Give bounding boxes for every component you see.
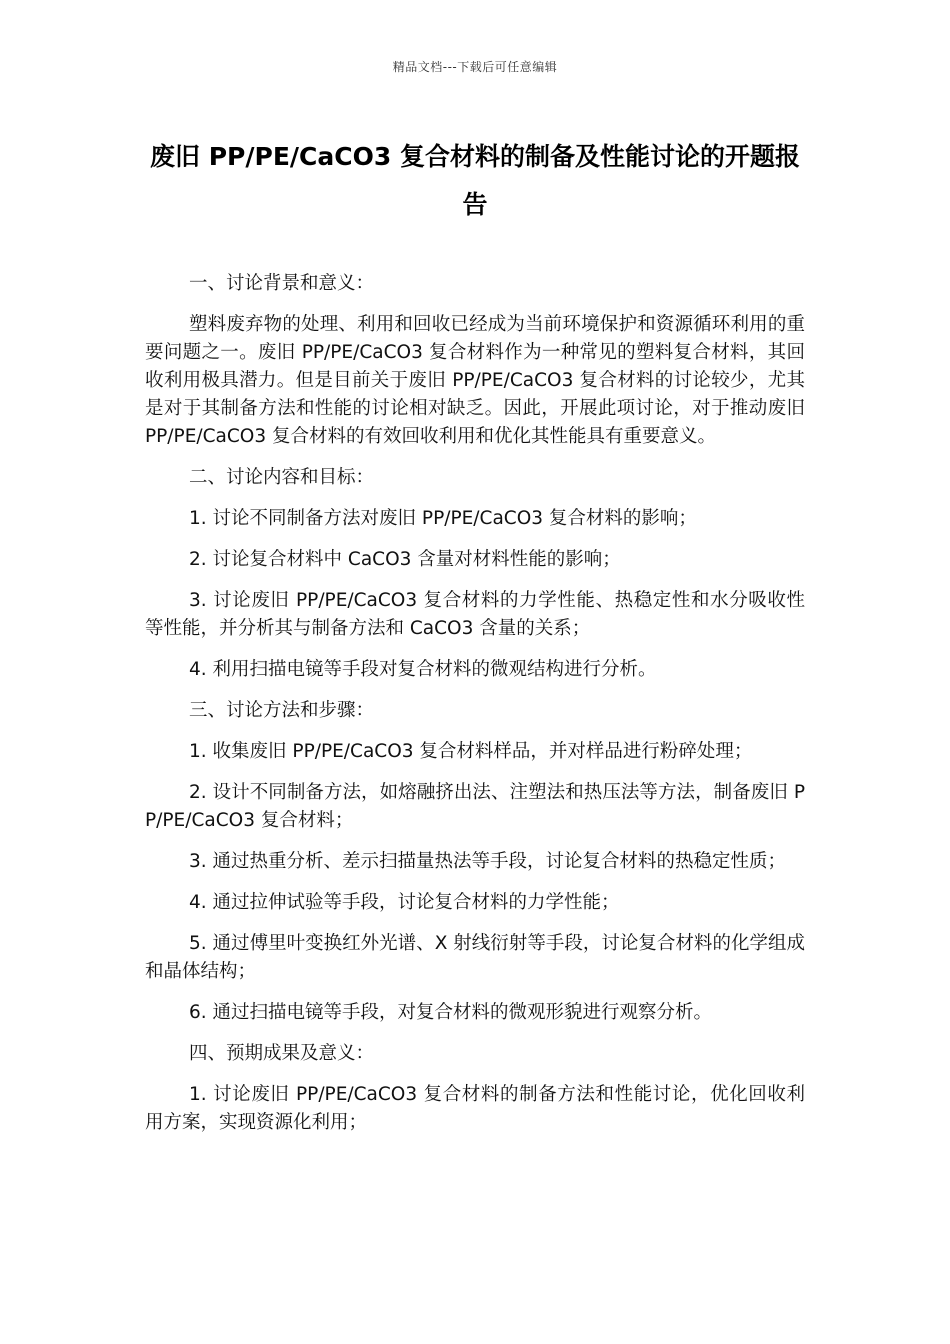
list-item-method-3: 3. 通过热重分析、差示扫描量热法等手段，讨论复合材料的热稳定性质； xyxy=(189,851,787,872)
section-heading-outcomes: 四、预期成果及意义： xyxy=(189,1043,375,1064)
list-item-method-4: 4. 通过拉伸试验等手段，讨论复合材料的力学性能； xyxy=(189,892,620,913)
section-heading-content-goals: 二、讨论内容和目标： xyxy=(189,467,375,488)
section-heading-methods: 三、讨论方法和步骤： xyxy=(189,700,375,721)
list-item-method-2: 2. 设计不同制备方法，如熔融挤出法、注塑法和热压法等方法，制备废旧 PP/PE/CaCO3 复合材料； xyxy=(145,782,805,831)
paragraph-background: 塑料废弃物的处理、利用和回收已经成为当前环境保护和资源循环利用的重要问题之一。废旧 PP/PE/CaCO3 复合材料作为一种常见的塑料复合材料，其回收利用极具潜力。但是目前关于废旧 PP/PE/CaCO3 复合材料的讨论较少，尤其是对于其制备方法和性能的讨论相对缺乏。因此，开展此项讨论，对于推动废旧 PP/PE/CaCO3 复合材料的有效回收利用和优化其性能具有重要意义。 xyxy=(145,314,805,447)
list-item-content-1: 1. 讨论不同制备方法对废旧 PP/PE/CaCO3 复合材料的影响； xyxy=(189,508,697,529)
list-item-content-4: 4. 利用扫描电镜等手段对复合材料的微观结构进行分析。 xyxy=(189,659,657,680)
list-item-method-1: 1. 收集废旧 PP/PE/CaCO3 复合材料样品，并对样品进行粉碎处理； xyxy=(189,741,753,762)
section-heading-background: 一、讨论背景和意义： xyxy=(189,273,375,294)
list-item-method-6: 6. 通过扫描电镜等手段，对复合材料的微观形貌进行观察分析。 xyxy=(189,1002,713,1023)
document-title: 废旧 PP/PE/CaCO3 复合材料的制备及性能讨论的开题报告 xyxy=(150,142,800,219)
list-item-outcome-1: 1. 讨论废旧 PP/PE/CaCO3 复合材料的制备方法和性能讨论，优化回收利用方案，实现资源化利用； xyxy=(145,1084,805,1133)
list-item-content-2: 2. 讨论复合材料中 CaCO3 含量对材料性能的影响； xyxy=(189,549,621,570)
header-note: 精品文档---下载后可任意编辑 xyxy=(392,60,558,74)
list-item-content-3: 3. 讨论废旧 PP/PE/CaCO3 复合材料的力学性能、热稳定性和水分吸收性等性能，并分析其与制备方法和 CaCO3 含量的关系； xyxy=(145,590,805,639)
document-body xyxy=(145,270,805,1150)
list-item-method-5: 5. 通过傅里叶变换红外光谱、X 射线衍射等手段，讨论复合材料的化学组成和晶体结构； xyxy=(145,933,805,982)
